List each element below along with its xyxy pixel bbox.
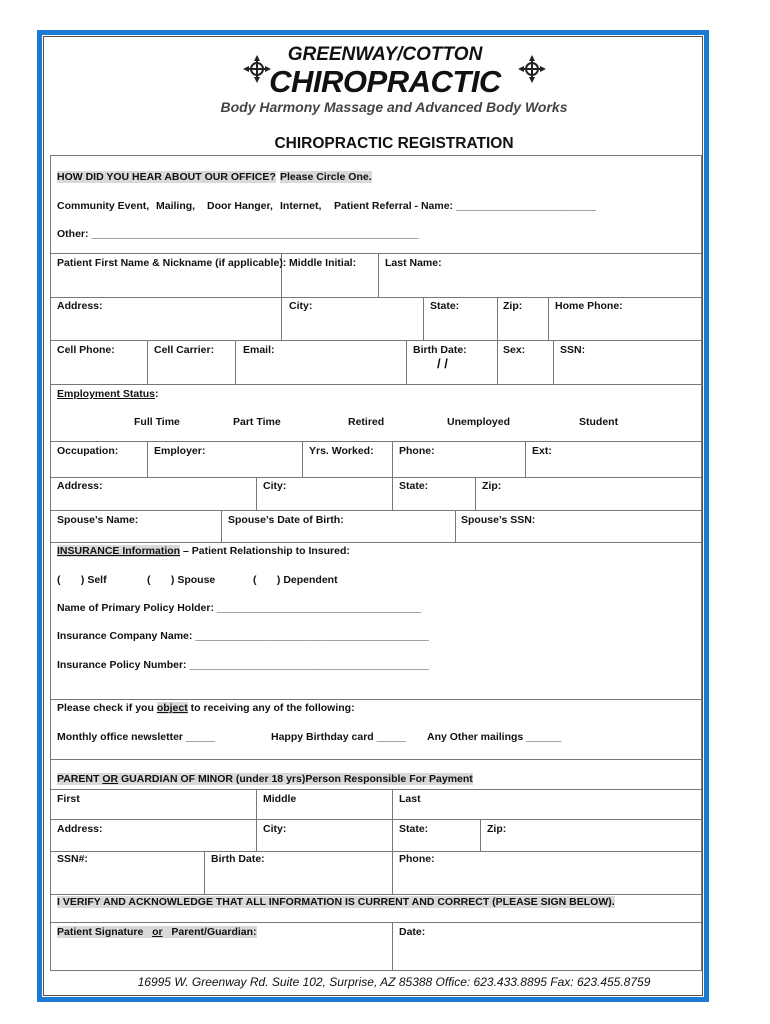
divider: [423, 297, 424, 341]
divider: [392, 789, 393, 851]
signature-label-guardian: Parent/Guardian:: [162, 926, 257, 938]
newsletter-option[interactable]: Monthly office newsletter _____: [57, 731, 216, 743]
divider: [553, 340, 554, 384]
guardian-middle-field[interactable]: Middle: [263, 793, 297, 805]
guardian-heading-end: GUARDIAN OF MINOR (under 18 yrs)Person Responsible For Payment: [118, 773, 473, 785]
home-phone-field[interactable]: Home Phone:: [555, 300, 623, 312]
divider: [50, 477, 702, 478]
insurance-company-field[interactable]: Insurance Company Name: ________________________________________: [57, 630, 429, 642]
divider: [701, 155, 702, 971]
divider: [392, 922, 393, 971]
status-retired[interactable]: Retired: [348, 416, 385, 428]
relationship-dependent[interactable]: ( ) Dependent: [253, 574, 338, 586]
last-name-field[interactable]: Last Name:: [385, 257, 442, 269]
option-door-hanger[interactable]: Door Hanger,: [207, 200, 273, 212]
option-community-event[interactable]: Community Event,: [57, 200, 150, 212]
divider: [221, 510, 222, 542]
option-mailing[interactable]: Mailing,: [156, 200, 196, 212]
divider: [50, 699, 702, 700]
yrs-worked-field[interactable]: Yrs. Worked:: [309, 445, 374, 457]
employer-zip-field[interactable]: Zip:: [482, 480, 502, 492]
tagline: Body Harmony Massage and Advanced Body Works: [220, 99, 568, 115]
other-mailings-option[interactable]: Any Other mailings ______: [427, 731, 562, 743]
guardian-heading-or: OR: [102, 773, 119, 785]
divider: [281, 297, 282, 341]
state-field[interactable]: State:: [430, 300, 460, 312]
policy-number-field[interactable]: Insurance Policy Number: _________________________________________: [57, 659, 429, 671]
birth-date-slashes: / /: [437, 356, 448, 371]
divider: [50, 510, 702, 511]
divider: [50, 851, 702, 852]
employment-status-text: Employment Status: [57, 388, 156, 400]
referral-instruction: Please Circle One.: [280, 171, 372, 183]
divider: [406, 340, 407, 384]
birthday-card-option[interactable]: Happy Birthday card _____: [271, 731, 406, 743]
occupation-field[interactable]: Occupation:: [57, 445, 119, 457]
guardian-phone-field[interactable]: Phone:: [399, 853, 435, 865]
employment-status-label: [57, 388, 159, 400]
mailings-prompt-start: Please check if you: [57, 702, 157, 714]
insurance-heading-label: INSURANCE Information: [57, 545, 181, 557]
divider: [147, 340, 148, 384]
employer-state-field[interactable]: State:: [399, 480, 429, 492]
divider: [302, 441, 303, 477]
divider: [455, 510, 456, 542]
city-field[interactable]: City:: [289, 300, 313, 312]
relationship-spouse[interactable]: ( ) Spouse: [147, 574, 216, 586]
status-full-time[interactable]: Full Time: [134, 416, 180, 428]
spouse-ssn-field[interactable]: Spouse’s SSN:: [461, 514, 536, 526]
guardian-last-field[interactable]: Last: [399, 793, 421, 805]
divider: [525, 441, 526, 477]
divider: [50, 789, 702, 790]
divider: [378, 253, 379, 298]
mailings-prompt: [57, 702, 355, 714]
divider: [392, 477, 393, 510]
divider: [480, 819, 481, 851]
address-field[interactable]: Address:: [57, 300, 103, 312]
divider: [50, 542, 702, 543]
footer-address: 16995 W. Greenway Rd. Suite 102, Surprise, AZ 85388 Office: 623.433.8895 Fax: 623.455.8759: [137, 975, 651, 989]
employer-field[interactable]: Employer:: [154, 445, 206, 457]
other-field[interactable]: Other: ________________________________________________________: [57, 228, 419, 240]
divider: [475, 477, 476, 510]
cell-carrier-field[interactable]: Cell Carrier:: [154, 344, 215, 356]
insurance-heading: [57, 545, 350, 557]
employment-status-colon: :: [155, 388, 159, 400]
logo-line2: CHIROPRACTIC: [269, 64, 501, 99]
guardian-heading: [57, 773, 473, 785]
zip-field[interactable]: Zip:: [503, 300, 523, 312]
mailings-prompt-end: to receiving any of the following:: [187, 702, 355, 714]
divider: [256, 477, 257, 510]
guardian-zip-field[interactable]: Zip:: [487, 823, 507, 835]
employer-city-field[interactable]: City:: [263, 480, 287, 492]
signature-label-or: or: [152, 926, 163, 938]
signature-date-field[interactable]: Date:: [399, 926, 426, 938]
spouse-dob-field[interactable]: Spouse’s Date of Birth:: [228, 514, 344, 526]
divider: [50, 297, 702, 298]
divider: [50, 819, 702, 820]
divider: [204, 851, 205, 894]
primary-holder-field[interactable]: Name of Primary Policy Holder: ___________________________________: [57, 602, 422, 614]
divider: [235, 340, 236, 384]
divider: [50, 384, 702, 385]
mailings-prompt-object: object: [156, 702, 188, 714]
form-title: CHIROPRACTIC REGISTRATION: [274, 135, 514, 152]
divider: [50, 922, 702, 923]
divider: [392, 851, 393, 894]
referral-question: HOW DID YOU HEAR ABOUT OUR OFFICE?: [57, 171, 276, 183]
guardian-state-field[interactable]: State:: [399, 823, 429, 835]
guardian-birth-date-field[interactable]: Birth Date:: [211, 853, 265, 865]
first-name-field[interactable]: Patient First Name & Nickname (if applicable):: [57, 257, 287, 269]
divider: [50, 759, 702, 760]
divider: [50, 155, 51, 971]
guardian-city-field[interactable]: City:: [263, 823, 287, 835]
cell-phone-field[interactable]: Cell Phone:: [57, 344, 115, 356]
option-internet[interactable]: Internet,: [280, 200, 322, 212]
sex-field[interactable]: Sex:: [503, 344, 526, 356]
referral-name-field[interactable]: Patient Referral - Name: ________________________: [334, 200, 597, 212]
email-field[interactable]: Email:: [243, 344, 275, 356]
ssn-field[interactable]: SSN:: [560, 344, 586, 356]
relationship-self[interactable]: ( ) Self: [57, 574, 107, 586]
middle-initial-field[interactable]: Middle Initial:: [289, 257, 357, 269]
guardian-heading-start: PARENT: [57, 773, 103, 785]
status-unemployed[interactable]: Unemployed: [447, 416, 511, 428]
guardian-ssn-field[interactable]: SSN#:: [57, 853, 88, 865]
employer-address-field[interactable]: Address:: [57, 480, 103, 492]
signature-label-patient: Patient Signature: [57, 926, 153, 938]
divider: [497, 340, 498, 384]
employer-phone-field[interactable]: Phone:: [399, 445, 435, 457]
verify-statement: I VERIFY AND ACKNOWLEDGE THAT ALL INFORMATION IS CURRENT AND CORRECT (PLEASE SIGN BELOW).: [57, 896, 615, 908]
birth-date-field[interactable]: Birth Date:: [413, 344, 467, 356]
divider: [548, 297, 549, 341]
divider: [497, 297, 498, 341]
divider: [50, 970, 702, 971]
insurance-heading-relationship: – Patient Relationship to Insured:: [180, 545, 350, 557]
logo-line1: GREENWAY/COTTON: [287, 44, 483, 65]
guardian-first-field[interactable]: First: [57, 793, 80, 805]
divider: [256, 789, 257, 851]
signature-field[interactable]: [57, 926, 257, 938]
status-student[interactable]: Student: [579, 416, 619, 428]
divider: [50, 894, 702, 895]
divider: [50, 155, 702, 156]
divider: [147, 441, 148, 477]
spouse-name-field[interactable]: Spouse’s Name:: [57, 514, 139, 526]
status-part-time[interactable]: Part Time: [233, 416, 281, 428]
guardian-address-field[interactable]: Address:: [57, 823, 103, 835]
divider: [392, 441, 393, 477]
divider: [50, 253, 702, 254]
ext-field[interactable]: Ext:: [532, 445, 552, 457]
